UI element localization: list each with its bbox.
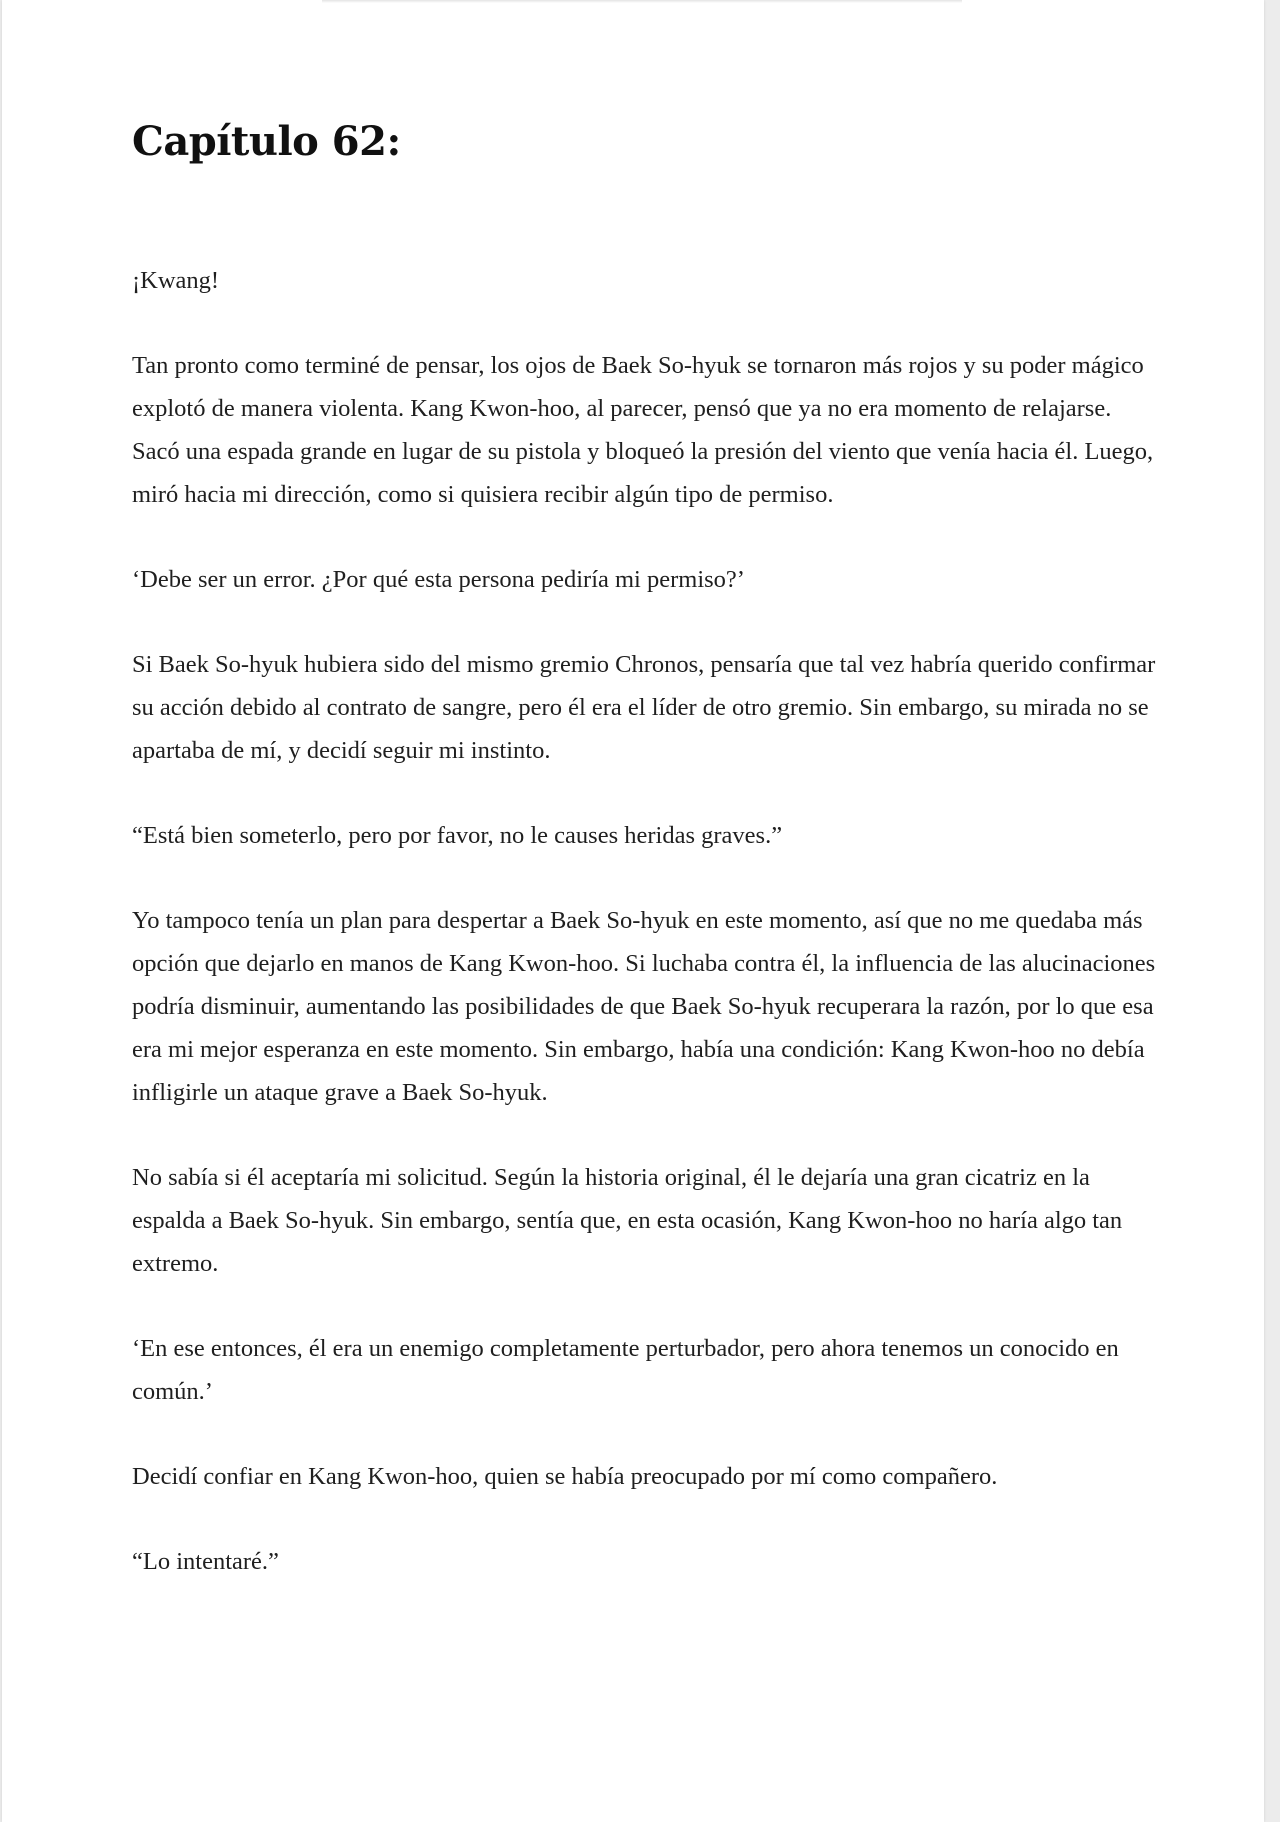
chapter-title: Capítulo 62: [132, 118, 401, 165]
paragraph: “Lo intentaré.” [132, 1548, 279, 1575]
chapter-content [132, 118, 1162, 1625]
paragraph: Tan pronto como terminé de pensar, los ojos de Baek So-hyuk se tornaron más rojos y su poder mágico explotó de manera violenta. Kang Kwon-hoo, al parecer, pensó que ya no era momento de relajarse. Sacó una espada grande en lugar de su pistola y bloqueó la presión del viento que venía hacia él. Luego, miró hacia mi dirección, como si quisiera recibir algún tipo de permiso. [132, 352, 1154, 508]
paragraph: ‘Debe ser un error. ¿Por qué esta persona pediría mi permiso?’ [132, 566, 745, 593]
paragraph: Decidí confiar en Kang Kwon-hoo, quien se había preocupado por mí como compañero. [132, 1463, 998, 1490]
document-page [2, 0, 1264, 1822]
chapter-body [132, 259, 1162, 1583]
paragraph: “Está bien someterlo, pero por favor, no le causes heridas graves.” [132, 822, 783, 849]
paragraph: Si Baek So-hyuk hubiera sido del mismo gremio Chronos, pensaría que tal vez habría querido confirmar su acción debido al contrato de sangre, pero él era el líder de otro gremio. Sin embargo, su mirada no se apartaba de mí, y decidí seguir mi instinto. [132, 651, 1156, 764]
paragraph: ‘En ese entonces, él era un enemigo completamente perturbador, pero ahora tenemos un conocido en común.’ [132, 1335, 1119, 1405]
paragraph: No sabía si él aceptaría mi solicitud. Según la historia original, él le dejaría una gran cicatriz en la espalda a Baek So-hyuk. Sin embargo, sentía que, en esta ocasión, Kang Kwon-hoo no haría algo tan extremo. [132, 1164, 1123, 1277]
paragraph: Yo tampoco tenía un plan para despertar a Baek So-hyuk en este momento, así que no me quedaba más opción que dejarlo en manos de Kang Kwon-hoo. Si luchaba contra él, la influencia de las alucinaciones podría disminuir, aumentando las posibilidades de que Baek So-hyuk recuperara la razón, por lo que esa era mi mejor esperanza en este momento. Sin embargo, había una condición: Kang Kwon-hoo no debía infligirle un ataque grave a Baek So-hyuk. [132, 907, 1156, 1106]
paragraph: ¡Kwang! [132, 267, 220, 294]
page-top-edge [322, 0, 962, 3]
